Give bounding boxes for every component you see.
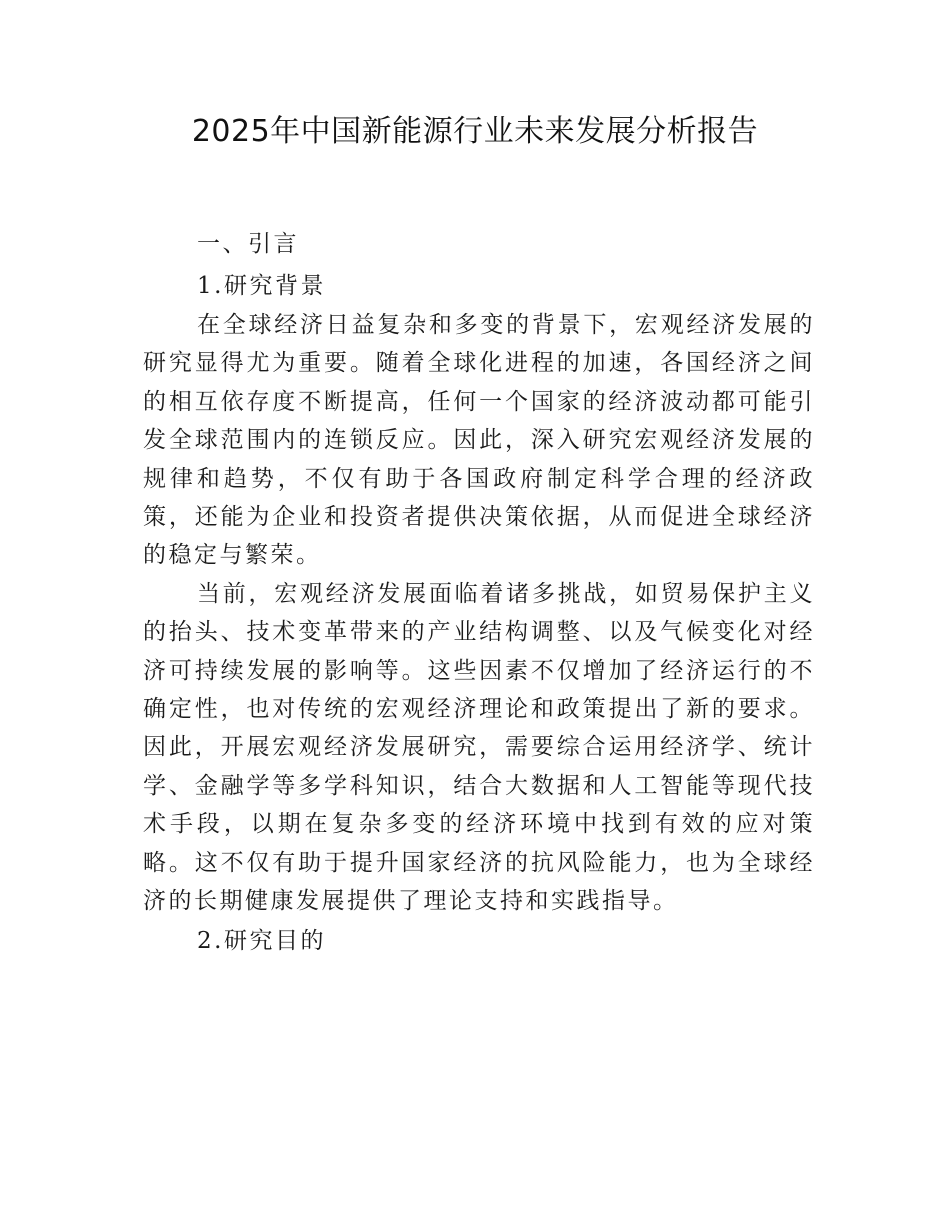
document-body — [143, 220, 815, 961]
subsection-heading-research-background: 1.研究背景 — [197, 273, 326, 299]
paragraph-background-1: 在全球经济日益复杂和多变的背景下，宏观经济发展的研究显得尤为重要。随着全球化进程的加速，各国经济之间的相互依存度不断提高，任何一个国家的经济波动都可能引发全球范围内的连锁反应。因此，深入研究宏观经济发展的规律和趋势，不仅有助于各国政府制定科学合理的经济政策，还能为企业和投资者提供决策依据，从而促进全球经济的稳定与繁荣。 — [143, 312, 815, 569]
subsection-heading-research-purpose: 2.研究目的 — [197, 927, 326, 954]
document-title: 2025年中国新能源行业未来发展分析报告 — [191, 114, 759, 149]
paragraph-background-2: 当前，宏观经济发展面临着诸多挑战，如贸易保护主义的抬头、技术变革带来的产业结构调整、以及气候变化对经济可持续发展的影响等。这些因素不仅增加了经济运行的不确定性，也对传统的宏观经济理论和政策提出了新的要求。因此，开展宏观经济发展研究，需要综合运用经济学、统计学、金融学等多学科知识，结合大数据和人工智能等现代技术手段，以期在复杂多变的经济环境中找到有效的应对策略。这不仅有助于提升国家经济的抗风险能力，也为全球经济的长期健康发展提供了理论支持和实践指导。 — [143, 580, 815, 915]
section-heading-introduction: 一、引言 — [197, 231, 299, 257]
